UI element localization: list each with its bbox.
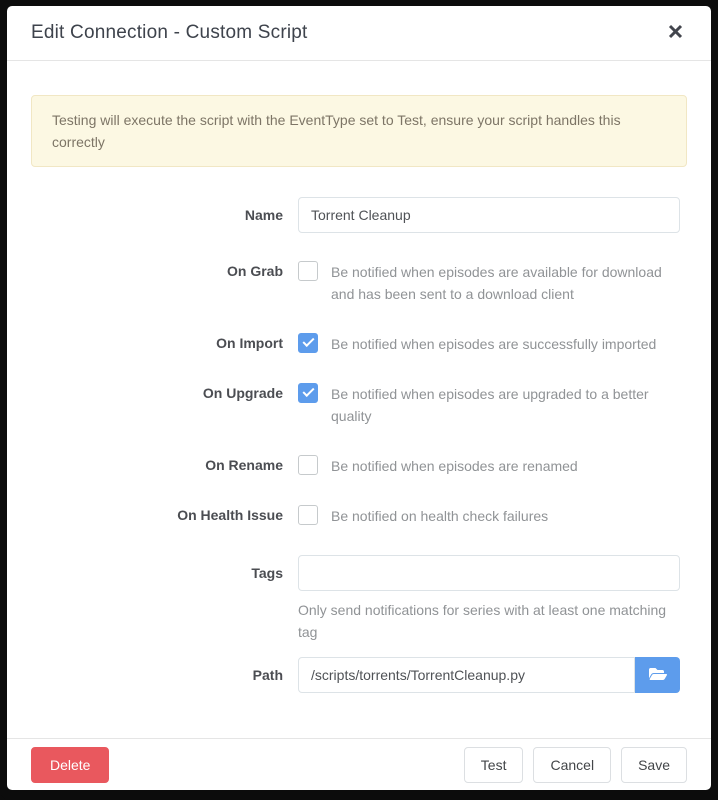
save-button[interactable]: Save	[621, 747, 687, 783]
on-health-issue-help: Be notified on health check failures	[331, 508, 549, 524]
name-input[interactable]	[298, 197, 680, 233]
on-upgrade-label: On Upgrade	[202, 385, 283, 401]
form-row-path	[31, 657, 687, 693]
modal-header	[7, 6, 711, 61]
form-row-tags	[31, 555, 687, 643]
edit-connection-modal	[7, 6, 711, 790]
form-row-on-health-issue	[31, 505, 687, 527]
tags-label: Tags	[251, 565, 283, 581]
on-grab-label: On Grab	[226, 263, 283, 279]
form-row-on-grab	[31, 261, 687, 305]
path-input[interactable]	[298, 657, 635, 693]
x-icon	[668, 24, 683, 42]
on-health-issue-label: On Health Issue	[177, 507, 283, 523]
form-row-on-import	[31, 333, 687, 355]
check-icon	[302, 335, 314, 347]
form-row-on-upgrade	[31, 383, 687, 427]
check-icon	[302, 385, 314, 397]
on-rename-checkbox[interactable]	[298, 455, 318, 475]
tags-help: Only send notifications for series with at least one matching tag	[298, 602, 667, 640]
close-button[interactable]	[663, 21, 687, 45]
browse-path-button[interactable]	[635, 657, 680, 693]
on-grab-checkbox[interactable]	[298, 261, 318, 281]
on-health-issue-checkbox[interactable]	[298, 505, 318, 525]
modal-body	[7, 61, 711, 738]
on-grab-help: Be notified when episodes are available for download and has been sent to a download client	[331, 264, 662, 302]
modal-title: Edit Connection - Custom Script	[31, 22, 308, 43]
modal-footer	[7, 738, 711, 790]
delete-button[interactable]: Delete	[31, 747, 109, 783]
cancel-button[interactable]: Cancel	[533, 747, 611, 783]
on-upgrade-checkbox[interactable]	[298, 383, 318, 403]
on-upgrade-help: Be notified when episodes are upgraded to a better quality	[331, 386, 649, 424]
path-label: Path	[252, 667, 283, 683]
form-row-name	[31, 197, 687, 233]
name-label: Name	[244, 207, 283, 223]
on-rename-help: Be notified when episodes are renamed	[331, 458, 578, 474]
testing-warning-alert: Testing will execute the script with the EventType set to Test, ensure your script handles this correctly	[31, 95, 687, 167]
on-rename-label: On Rename	[205, 457, 283, 473]
folder-open-icon	[649, 666, 667, 685]
on-import-label: On Import	[216, 335, 283, 351]
form-row-on-rename	[31, 455, 687, 477]
on-import-checkbox[interactable]	[298, 333, 318, 353]
test-button[interactable]: Test	[464, 747, 524, 783]
tags-input[interactable]	[298, 555, 680, 591]
on-import-help: Be notified when episodes are successfully imported	[331, 336, 657, 352]
